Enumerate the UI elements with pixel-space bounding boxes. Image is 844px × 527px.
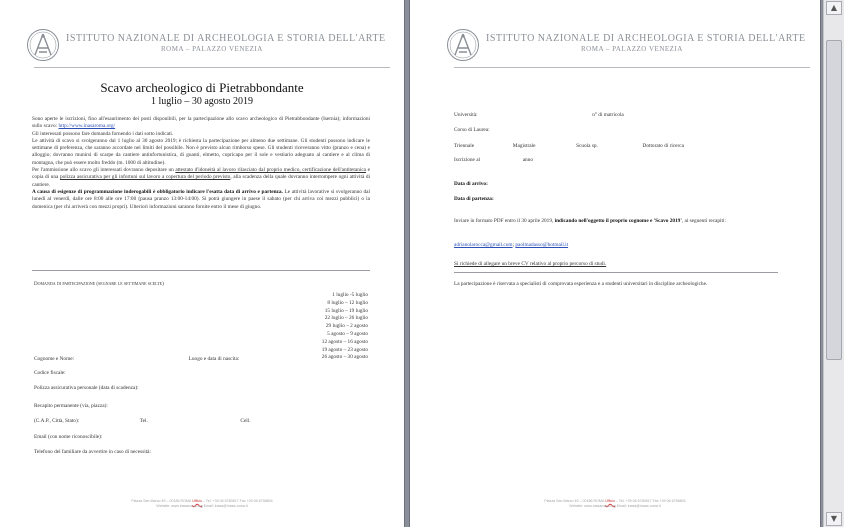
degree-scuola[interactable]: Scuola sp. bbox=[576, 143, 598, 149]
website-link[interactable]: http://www.inasaroma.org/ bbox=[58, 123, 116, 130]
cv-request: Si richiede di allegare un breve CV relativo al proprio percorso di studi. bbox=[454, 261, 607, 267]
departure-label: Data di partenza: bbox=[454, 196, 494, 202]
institute-name: ISTITUTO NAZIONALE DI ARCHEOLOGIA E STORIA DELL'ARTE bbox=[486, 33, 806, 44]
intro-text: Sono aperte le iscrizioni, fino all'esaurimento dei posti disponibili, per la partecipazione allo scavo archeologico di Pietrabbondante (Isernia); informazioni sullo scavo: bbox=[32, 116, 370, 130]
family-phone-label: Telefono del familiare da avvertire in caso di necessità: bbox=[34, 449, 151, 455]
scroll-up-icon[interactable]: ▲ bbox=[826, 1, 842, 15]
announcement-text bbox=[32, 116, 370, 211]
letterhead bbox=[446, 28, 806, 70]
header-rule bbox=[34, 67, 390, 68]
paragraph-activities: Le attività di scavo si svolgeranno dal 1 luglio al 30 agosto 2019; è richiesta la partecipazione per almeno due settimane. Gli studenti possono indicare le settimane di preferenza, che saranno accordate nei limiti del possibile. Non è previsto alcun rimborso spese. Gli studenti riceveranno vitto (pranzo e cena) e alloggio; dovranno munirsi di scarpe da cantiere antinfortunistica, di guanti, elmetto, copricapo per il sole e vestiario adeguato al cantiere e al clima di montagna, che può essere molto freddo (m. 1000 di altitudine). bbox=[32, 137, 370, 166]
footer-spellcheck-word: Ufficio bbox=[605, 499, 615, 503]
page-title: Scavo archeologico di Pietrabbondante bbox=[100, 80, 304, 95]
mandatory-dates-notice: A causa di esigenze di programmazione inderogabili è obbligatorio indicare l'esatta data di arrivo e partenza. bbox=[32, 188, 283, 195]
year-label: anno bbox=[522, 157, 533, 163]
admission-text-2: e copia di una bbox=[32, 167, 370, 181]
page-footer bbox=[0, 499, 404, 509]
footer-contacts: Website: www.inasaroma.org Email: inasa@inasa-roma.it bbox=[569, 504, 661, 508]
institute-location: ROMA – PALAZZO VENEZIA bbox=[581, 45, 683, 53]
page-footer bbox=[410, 499, 820, 509]
week-option[interactable]: 12 agosto – 16 agosto bbox=[321, 338, 368, 345]
week-option[interactable]: 22 luglio – 26 luglio bbox=[324, 315, 368, 322]
policy-label: Polizza assicurativa personale (data di scadenza): bbox=[34, 385, 139, 391]
weeks-list bbox=[268, 292, 368, 362]
university-label: Università: bbox=[454, 112, 478, 118]
email-contacts bbox=[454, 242, 774, 249]
form-row-city bbox=[34, 418, 251, 424]
medical-certificate-text: attestato d'idoneità al lavoro rilasciato dal proprio medico, certificazione dell'antitetanica bbox=[175, 167, 367, 174]
week-option[interactable]: 15 luglio – 19 luglio bbox=[324, 307, 368, 314]
footer-contacts: Website: www.inasaroma.org Email: inasa@inasa-roma.it bbox=[156, 504, 248, 508]
letterhead bbox=[26, 28, 386, 70]
degree-magistrale[interactable]: Magistrale bbox=[512, 143, 536, 149]
degree-dottorato[interactable]: Dottorato di ricerca bbox=[642, 143, 684, 149]
document-page-right bbox=[410, 0, 820, 527]
institute-logo-icon bbox=[446, 28, 480, 62]
week-option[interactable]: 29 luglio – 2 agosto bbox=[325, 323, 368, 330]
send-subject-notice: indicando nell'oggetto il proprio cognome e 'Scavo 2019' bbox=[554, 218, 682, 224]
page-subtitle: 1 luglio – 30 agosto 2019 bbox=[151, 96, 253, 107]
paragraph-admission bbox=[32, 167, 370, 189]
week-option[interactable]: 8 luglio – 12 luglio bbox=[327, 299, 368, 306]
birth-label: Luogo e data di nascita: bbox=[188, 356, 240, 362]
send-text-2: , ai seguenti recapiti: bbox=[681, 218, 726, 224]
admission-text: Per l'ammissione allo scavo gli interessati dovranno depositare un bbox=[32, 167, 174, 174]
degree-triennale[interactable]: Triennale bbox=[454, 143, 475, 149]
institute-name: ISTITUTO NAZIONALE DI ARCHEOLOGIA E STORIA DELL'ARTE bbox=[66, 33, 386, 44]
vertical-scrollbar[interactable] bbox=[823, 0, 844, 527]
section-divider bbox=[454, 272, 778, 273]
institute-location: ROMA – PALAZZO VENEZIA bbox=[161, 45, 263, 53]
institute-logo-icon bbox=[26, 28, 60, 62]
footer-spellcheck-word: Ufficio bbox=[192, 499, 202, 503]
tel-label: Tel. bbox=[139, 418, 148, 424]
paragraph-apply: Gli interessati possono fare domanda fornendo i dati sotto indicati. bbox=[32, 130, 174, 137]
week-option[interactable]: 19 agosto – 23 agosto bbox=[321, 346, 368, 353]
email-label: Email (con nome riconoscibile): bbox=[34, 434, 103, 440]
week-option[interactable]: 26 agosto – 30 agosto bbox=[321, 354, 368, 361]
send-text: Inviare in formato PDF entro il 30 aprile 2019, bbox=[454, 218, 554, 224]
header-rule bbox=[454, 67, 810, 68]
eligibility-text: La partecipazione è riservata a specialisti di comprovata esperienza e a studenti universitari in discipline archeologiche. bbox=[454, 281, 708, 287]
city-label: (C.A.P., Città, Stato): bbox=[34, 418, 80, 424]
footer-phone-text: – Tel. +39 06 6780817 Fax +39 06 6798804 bbox=[615, 499, 686, 503]
arrival-label: Data di arrivo: bbox=[454, 181, 488, 187]
weeks-label: Domanda di partecipazione (segnare le settimane scelte) bbox=[34, 282, 164, 287]
paragraph-intro bbox=[32, 116, 370, 131]
email-link-larocca[interactable]: adrianolarocca@gmail.com bbox=[454, 242, 513, 248]
week-option[interactable]: 1 luglio -5 luglio bbox=[332, 292, 368, 298]
footer-address-text: Piazza San Marco 49 – 00186 ROMA bbox=[131, 499, 192, 503]
degree-row bbox=[454, 143, 684, 149]
course-label: Corso di Laurea: bbox=[454, 127, 490, 133]
enrollment-label: Iscrizione al bbox=[454, 157, 481, 163]
document-page-left bbox=[0, 0, 404, 527]
scroll-down-icon[interactable]: ▼ bbox=[826, 512, 842, 526]
address-label: Recapito permanente (via, piazza): bbox=[34, 403, 108, 409]
insurance-policy-text: polizza assicurativa per gli infortuni sul lavoro a copertura del periodo previsto bbox=[60, 174, 231, 181]
send-instructions bbox=[454, 218, 774, 225]
cell-label: Cell. bbox=[240, 418, 251, 424]
scroll-thumb[interactable] bbox=[826, 40, 842, 360]
enrollment-row bbox=[454, 157, 533, 163]
schedule-text: Le attività lavorative si svolgeranno dal lunedì al venerdì, dalle ore 8:00 alle ore 17:00 (pausa pranzo 13:00-14:00). Si potrà giungere in paese il sabato (per chi arriva coi mezzi pubblici) o la domenica (per chi arriverà con mezzi propri). Ulteriori informazioni saranno fornite entro il mese di giugno. bbox=[32, 188, 371, 210]
email-link-madasso[interactable]: paolmadasso@hotmail.it bbox=[515, 242, 569, 248]
email-separator: ; bbox=[512, 242, 515, 248]
university-row bbox=[454, 112, 624, 118]
tax-code-label: Codice fiscale: bbox=[34, 370, 66, 376]
section-divider bbox=[32, 270, 370, 271]
paragraph-schedule bbox=[32, 189, 370, 211]
form-row-name bbox=[34, 356, 239, 362]
admission-text-3: , alla scadenza della quale dovranno interrompere ogni attività di cantiere. bbox=[32, 174, 371, 188]
matricola-label: n° di matricola bbox=[592, 112, 624, 118]
name-label: Cognome e Nome: bbox=[34, 356, 75, 362]
week-option[interactable]: 5 agosto – 9 agosto bbox=[327, 330, 368, 337]
footer-phone-text: – Tel. +39 06 6780817 Fax +39 06 6798804 bbox=[202, 499, 273, 503]
footer-address-text: Piazza San Marco 49 – 00186 ROMA bbox=[544, 499, 605, 503]
